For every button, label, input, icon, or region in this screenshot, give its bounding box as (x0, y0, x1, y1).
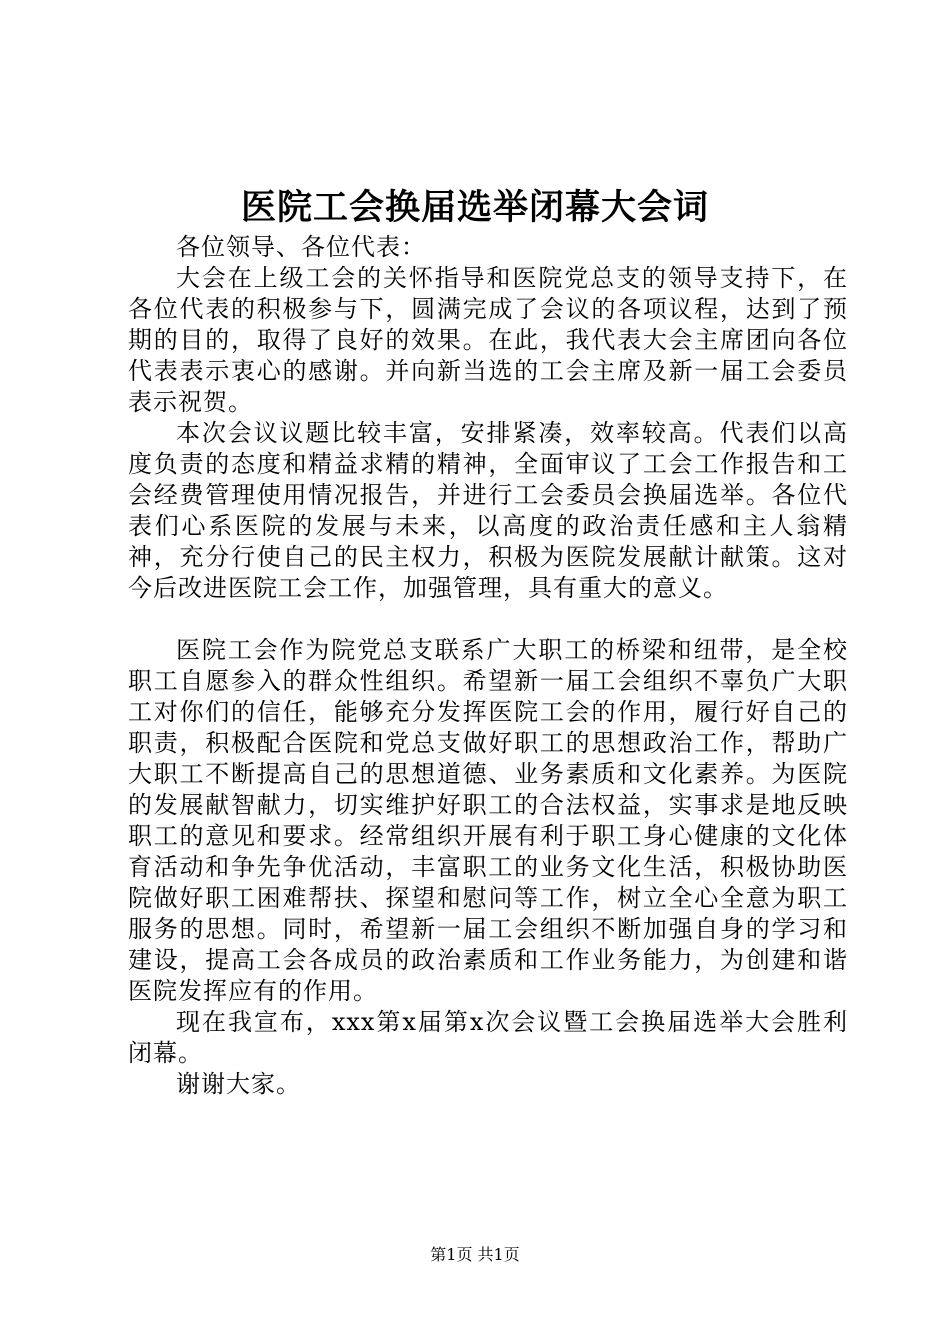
body-paragraph: 医院工会作为院党总支联系广大职工的桥梁和纽带，是全校职工自愿参入的群众性组织。希望新一届工会组织不辜负广大职工对你们的信任，能够充分发挥医院工会的作用，履行好自己的职责，积极配合医院和党总支做好职工的思想政治工作，帮助广大职工不断提高自己的思想道德、业务素质和文化素养。为医院的发展献智献力，切实维护好职工的合法权益，实事求是地反映职工的意见和要求。经常组织开展有利于职工身心健康的文化体育活动和争先争优活动，丰富职工的业务文化生活，积极协助医院做好职工困难帮扶、探望和慰问等工作，树立全心全意为职工服务的思想。同时，希望新一届工会组织不断加强自身的学习和建设，提高工会各成员的政治素质和工作业务能力，为创建和谐医院发挥应有的作用。 (128, 636, 848, 1005)
page-number: 第1页 共1页 (430, 1245, 520, 1264)
body-paragraph: 大会在上级工会的关怀指导和医院党总支的领导支持下，在各位代表的积极参与下，圆满完成了会议的各项议程，达到了预期的目的，取得了良好的效果。在此，我代表大会主席团向各位代表表示衷心的感谢。并向新当选的工会主席及新一届工会委员表示祝贺。 (128, 264, 848, 416)
document-body (128, 232, 848, 1100)
document-title: 医院工会换届选举闭幕大会词 (240, 187, 709, 228)
thanks-paragraph: 谢谢大家。 (176, 1070, 301, 1098)
body-paragraph: 本次会议议题比较丰富，安排紧凑，效率较高。代表们以高度负责的态度和精益求精的精神，全面审议了工会工作报告和工会经费管理使用情况报告，并进行工会委员会换届选举。各位代表们心系医院的发展与未来，以高度的政治责任感和主人翁精神，充分行使自己的民主权力，积极为医院发展献计献策。这对今后改进医院工会工作，加强管理，具有重大的意义。 (128, 419, 848, 602)
salutation-paragraph: 各位领导、各位代表： (176, 233, 426, 261)
closing-paragraph: 现在我宣布，xxx第x届第x次会议暨工会换届选举大会胜利闭幕。 (128, 1008, 848, 1067)
